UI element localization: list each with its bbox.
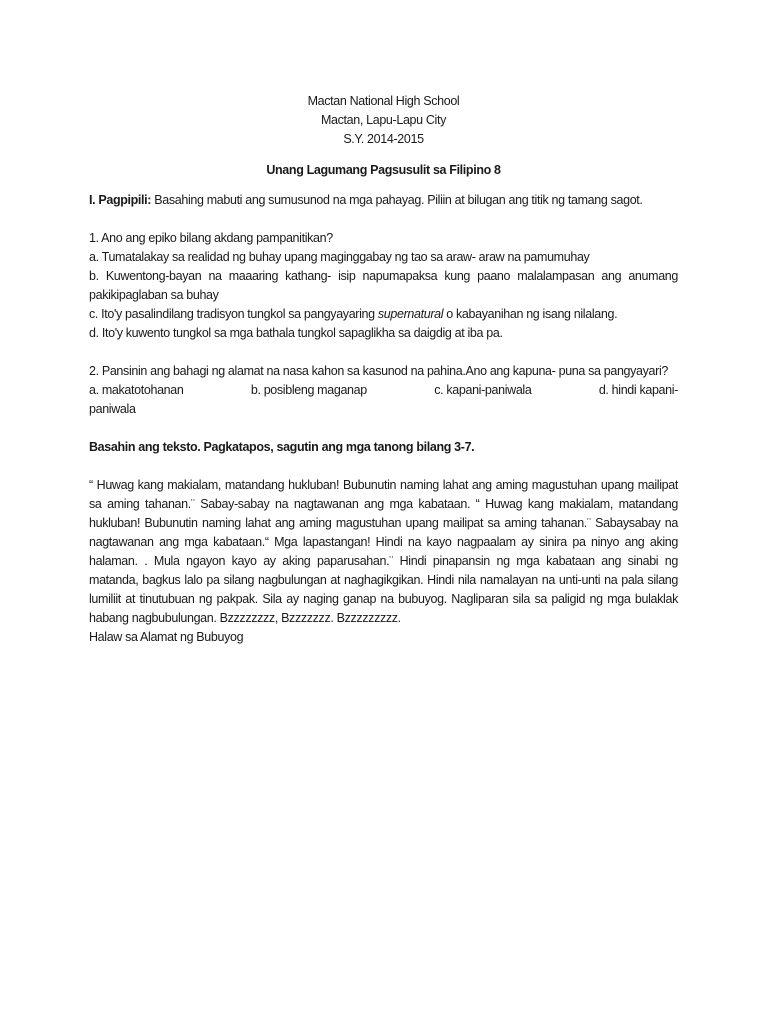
question-2-choice-d-continued: paniwala	[89, 402, 136, 416]
reading-passage: “ Huwag kang makialam, matandang hukluban! Bubunutin naming lahat ang aming magustuhan upang mailipat sa aming tahanan.¨ Sabay-sabay na nagtawanan ang mga kabataan. “ Huwag kang makialam, matandang hukluban! Bubunutin naming lahat ang aming magustuhan upang mailipat sa aming tahanan.¨ Sabaysabay na nagtawanan ang mga kabataan.“ Mga lapastangan! Hindi na kayo nagpaalam ay sinira pa ninyo ang aking halaman. . Mula ngayon kayo ay aking paparusahan.¨ Hindi pinapansin ng mga kabataan ang sinabi ng matanda, bagkus lalo pa silang nagbulungan at naghagikgikan. Hindi nila namalayan na unti-unti na pala silang lumiliit at tinutubuan ng pakpak. Sila ay naging ganap na bubuyog. Nagliparan sila sa paligid ng mga bulaklak habang nagbubulungan. Bzzzzzzzz, Bzzzzzzz. Bzzzzzzzzz.	[89, 478, 678, 625]
question-2-choice-d: d. hindi kapani-	[598, 383, 678, 397]
choice-c-text-end: o kabayanihan ng isang nilalang.	[443, 307, 618, 321]
exam-title: Unang Lagumang Pagsusulit sa Filipino 8	[266, 163, 501, 177]
passage-source: Halaw sa Alamat ng Bubuyog	[89, 630, 244, 644]
instruction	[89, 191, 678, 210]
question-2-choice-a: a. makatotohanan	[89, 383, 184, 397]
question-2-stem: 2. Pansinin ang bahagi ng alamat na nasa kahon sa kasunod na pahina.Ano ang kapuna- puna sa pangyayari?	[89, 364, 669, 378]
choice-c-italic: supernatural	[377, 307, 444, 321]
question-2-choice-b: b. posibleng maganap	[250, 383, 367, 397]
question-1-choice-c	[89, 305, 678, 324]
question-1	[89, 229, 678, 343]
school-address: Mactan, Lapu-Lapu City	[320, 113, 446, 127]
choice-c-text: c. Ito'y pasalindilang tradisyon tungkol sa pangyayaring	[89, 307, 378, 321]
question-2-choice-c: c. kapani-paniwala	[434, 383, 532, 397]
question-1-choice-b: b. Kuwentong-bayan na maaaring kathang- isip napumapaksa kung paano malalampasan ang anumang pakikipaglaban sa buhay	[89, 269, 678, 302]
school-year: S.Y. 2014-2015	[343, 132, 424, 146]
document-page	[89, 92, 678, 647]
school-header	[89, 92, 678, 149]
section-heading: Basahin ang teksto. Pagkatapos, sagutin ang mga tanong bilang 3-7.	[89, 440, 475, 454]
question-2-choices	[89, 381, 678, 400]
question-1-choice-d: d. Ito'y kuwento tungkol sa mga bathala tungkol sapaglikha sa daigdig at iba pa.	[89, 326, 503, 340]
question-2	[89, 362, 678, 419]
instruction-text: Basahing mabuti ang sumusunod na mga pahayag. Piliin at bilugan ang titik ng tamang sagot.	[151, 193, 643, 207]
question-1-choice-a: a. Tumatalakay sa realidad ng buhay upang maginggabay ng tao sa araw- araw na pamumuhay	[89, 250, 590, 264]
instruction-label: I. Pagpipili:	[89, 193, 152, 207]
school-name: Mactan National High School	[307, 94, 460, 108]
question-1-stem: 1. Ano ang epiko bilang akdang pampanitikan?	[89, 231, 333, 245]
